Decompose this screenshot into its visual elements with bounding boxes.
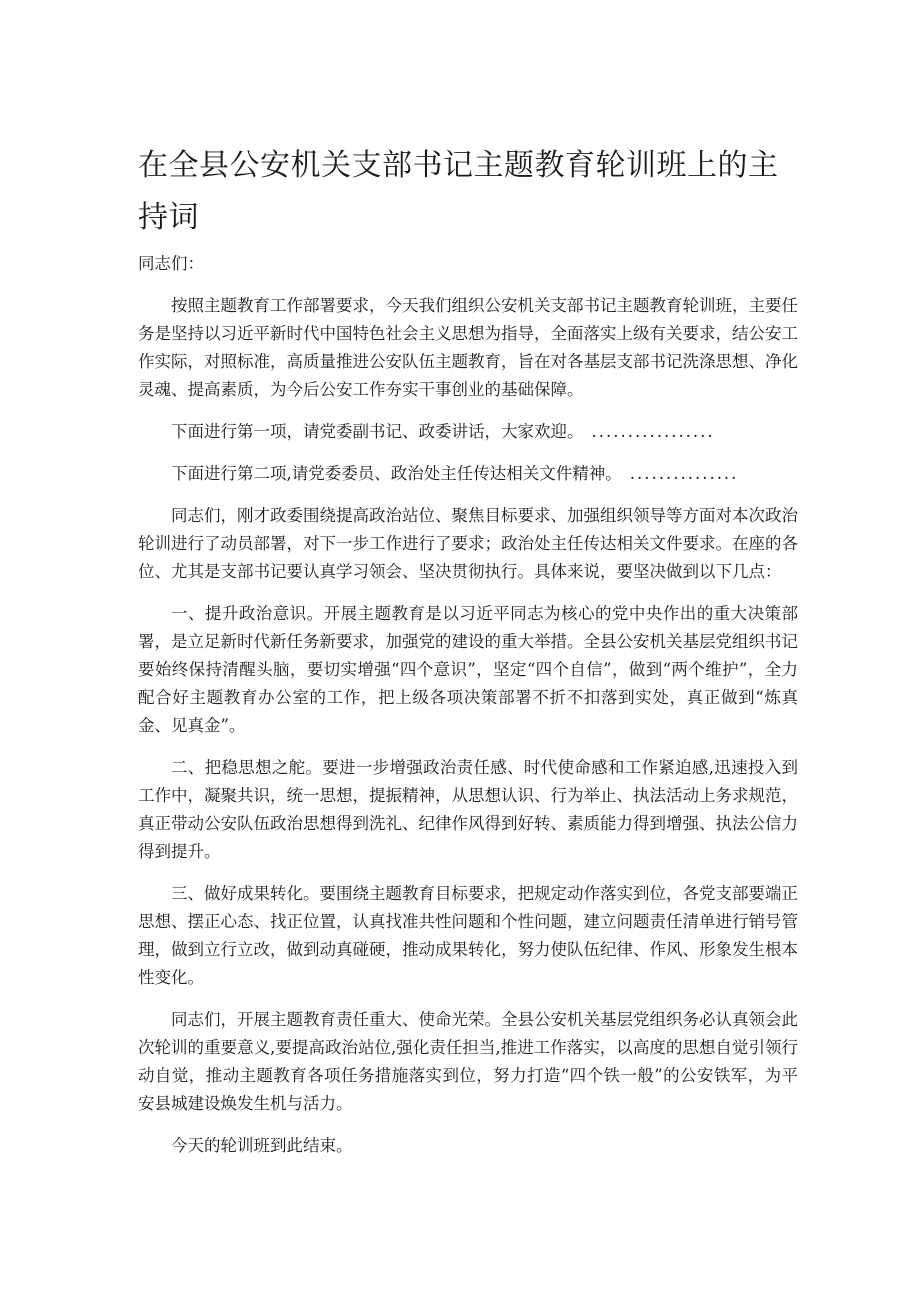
salutation: 同志们： [138, 254, 204, 273]
conclusion-paragraph: 同志们，开展主题教育责任重大、使命光荣。全县公安机关基层党组织务必认真领会此次轮训的重要意义,要提高政治站位,强化责任担当,推进工作落实，以高度的思想自觉引领行动自觉，推动主题教育各项任务措施落实到位，努力打造“四个铁一般”的公安铁军，为平安县城建设焕发生机与活力。 [138, 1010, 798, 1113]
leader-dots: ............... [629, 464, 739, 483]
closing-paragraph: 今天的轮训班到此结束。 [171, 1136, 353, 1155]
summary-paragraph: 同志们，刚才政委围绕提高政治站位、聚焦目标要求、加强组织领导等方面对本次政治轮训进行了动员部署，对下一步工作进行了要求；政治处主任传达相关文件要求。在座的各位、尤其是支部书记要认真学习领会、坚决贯彻执行。具体来说，要坚决做到以下几点： [138, 506, 798, 581]
point-one-paragraph: 一、提升政治意识。开展主题教育是以习近平同志为核心的党中央作出的重大决策部署，是立足新时代新任务新要求，加强党的建设的重大举措。全县公安机关基层党组织书记要始终保持清醒头脑，要切实增强“四个意识”，坚定“四个自信”，做到“两个维护”，全力配合好主题教育办公室的工作，把上级各项决策部署不折不扣落到实处，真正做到“炼真金、见真金”。 [138, 604, 798, 735]
agenda-item-text: 下面进行第一项，请党委副书记、政委讲话，大家欢迎。 [171, 422, 584, 441]
point-three-paragraph: 三、做好成果转化。要围绕主题教育目标要求，把规定动作落实到位，各党支部要端正思想、摆正心态、找正位置，认真找准共性问题和个性问题，建立问题责任清单进行销号管理，做到立行立改，做到动真碰硬，推动成果转化，努力使队伍纪律、作风、形象发生根本性变化。 [138, 884, 798, 987]
document-body [138, 250, 798, 1174]
agenda-item-text: 下面进行第二项,请党委委员、政治处主任传达相关文件精神。 [171, 464, 622, 483]
agenda-item-1 [138, 418, 798, 446]
document-title: 在全县公安机关支部书记主题教育轮训班上的主持词 [138, 148, 779, 235]
leader-dots: ................. [591, 422, 715, 441]
point-two-paragraph: 二、把稳思想之舵。要进一步增强政治责任感、时代使命感和工作紧迫感,迅速投入到工作中，凝聚共识，统一思想，提振精神，从思想认识、行为举止、执法活动上务求规范，真正带动公安队伍政治思想得到洗礼、纪律作风得到好转、素质能力得到增强、执法公信力得到提升。 [138, 758, 798, 861]
agenda-item-2 [138, 460, 798, 488]
opening-paragraph: 按照主题教育工作部署要求，今天我们组织公安机关支部书记主题教育轮训班，主要任务是坚持以习近平新时代中国特色社会主义思想为指导，全面落实上级有关要求，结公安工作实际，对照标准，高质量推进公安队伍主题教育，旨在对各基层支部书记洗涤思想、净化灵魂、提高素质，为今后公安工作夯实干事创业的基础保障。 [138, 296, 798, 399]
